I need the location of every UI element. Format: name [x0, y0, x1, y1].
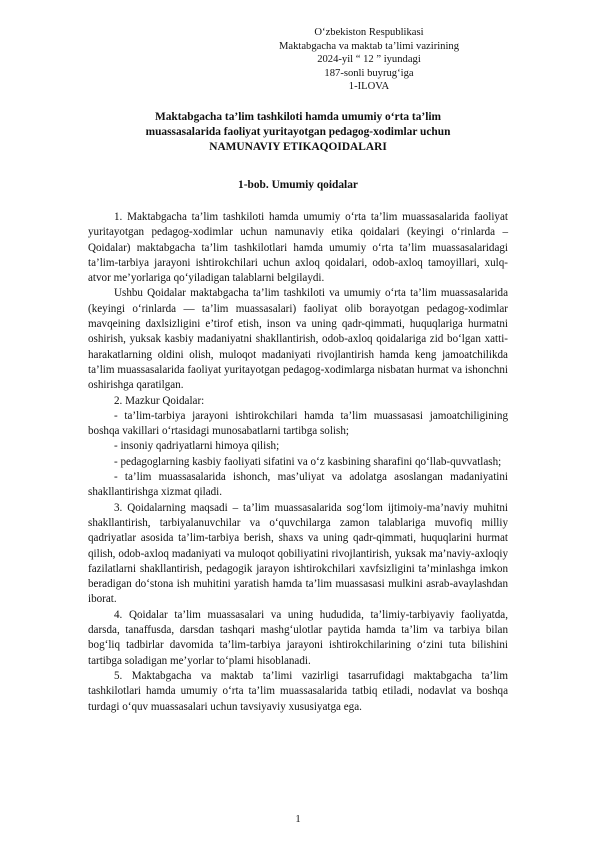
approval-line: O‘zbekiston Respublikasi — [314, 27, 424, 38]
approval-stamp — [234, 26, 504, 94]
title-line: NAMUNAVIY ETIKAQOIDALARI — [209, 141, 387, 153]
paragraph: Ushbu Qoidalar maktabgacha ta’lim tashkiloti va umumiy o‘rta ta’lim muassasalarida (keyingi o‘rinlarda — ta’lim muassasalari) faoliyat olib borayotgan pedagog-xodimlar mavqeining daxlsizligini e’tirof etish, inson va uning qadr-qimmati, huquqlariga hurmatni oshirish, yuksak kasbiy madaniyatni shakllantirish, odob-axloq qoidalariga zid bo‘lgan xatti-harakatlarning oldini olish, muloqot madaniyati rivojlantirish hamda keng jamoatchilikda ta’lim muassasalarida faoliyat yuritayotgan pedagog-xodimlarga nisbatan hurmat va ishonchni oshirishga qaratilgan. — [88, 287, 508, 392]
chapter-heading: 1-bob. Umumiy qoidalar — [238, 179, 358, 191]
paragraph: 4. Qoidalar ta’lim muassasalari va uning hududida, ta’limiy-tarbiyaviy faoliyatda, darsda, tanaffusda, darsdan tashqari mashg‘ulotlar paytida hamda ta’lim va tarbiya bilan bog‘liq tadbirlar davomida ta’lim-tarbiya jarayoni ishtirokchilarining o‘zini tuta bilishini tartibga soladigan me’yorlar to‘plami hisoblanadi. — [88, 608, 508, 667]
title-line: muassasalarida faoliyat yuritayotgan pedagog-xodimlar uchun — [145, 126, 451, 138]
paragraph: 1. Maktabgacha ta’lim tashkiloti hamda umumiy o‘rta ta’lim muassasalarida faoliyat yuritayotgan pedagog-xodimlar uchun namunaviy etika qoidalari (keyingi o‘rinlarda – Qoidalar) maktabgacha ta’lim tashkilotlari hamda umumiy o‘rta ta’lim muassasalaridagi ta’lim-tarbiya jarayoni ishtirokchilari uchun axloq qoidalari, odob-axloq tamoyillari, xulq-atvor me’yorlariga qo‘yiladigan talablarni belgilaydi. — [88, 211, 508, 285]
list-item: - pedagoglarning kasbiy faoliyati sifatini va o‘z kasbining sharafini qo‘llab-quvvatlash; — [114, 455, 502, 468]
list-item: - ta’lim-tarbiya jarayoni ishtirokchilari hamda ta’lim muassasasi jamoatchiligining boshqa vakillari o‘rtasidagi munosabatlarni tartibga solish; — [88, 409, 508, 438]
page-number: 1 — [295, 814, 301, 825]
title-line: Maktabgacha ta’lim tashkiloti hamda umumiy o‘rta ta’lim — [154, 111, 442, 123]
approval-line: 1-ILOVA — [348, 81, 390, 93]
list-item: - ta’lim muassasalarida ishonch, mas’uliyat va adolatga asoslangan madaniyatini shakllantirishga xizmat qiladi. — [88, 471, 508, 499]
paragraph: 3. Qoidalarning maqsadi – ta’lim muassasalarida sog‘lom ijtimoiy-ma’naviy muhitni shakllantirish, tarbiyalanuvchilar va o‘quvchilarga zamon talablariga muvofiq milliy qadriyatlar asosida ta’lim-tarbiya berish, shaxs va uning qadr-qimmati, huquqlarini hurmat qilish, odob-axloq madaniyati va muloqot qobiliyatini rivojlantirish, yuksak ma’naviy-axloqiy fazilatlarni shakllantirish, pedagogik jarayon ishtirokchilari xavfsizligini ta’minlashga imkon beradigan do‘stona ish muhitini yaratish hamda ta’lim muassasasi mulkini asrab-avaylashdan iborat. — [88, 501, 508, 606]
paragraph: 5. Maktabgacha va maktab ta’limi vazirligi tasarrufidagi maktabgacha ta’lim tashkilotlari hamda umumiy o‘rta ta’lim muassasalarida tatbiq etiladi, nodavlat va boshqa turdagi o‘quv muassasalari uchun tavsiyaviy xususiyatga ega. — [88, 669, 508, 713]
approval-line: Maktabgacha va maktab ta’limi vazirining — [278, 40, 460, 52]
approval-line: 187-sonli buyrug‘iga — [324, 67, 414, 79]
paragraph: 2. Mazkur Qoidalar: — [114, 394, 205, 407]
document-title — [82, 110, 514, 155]
list-item: - insoniy qadriyatlarni himoya qilish; — [114, 440, 280, 453]
approval-line: 2024-yil “ 12 ” iyundagi — [317, 54, 421, 66]
document-body — [88, 210, 508, 715]
